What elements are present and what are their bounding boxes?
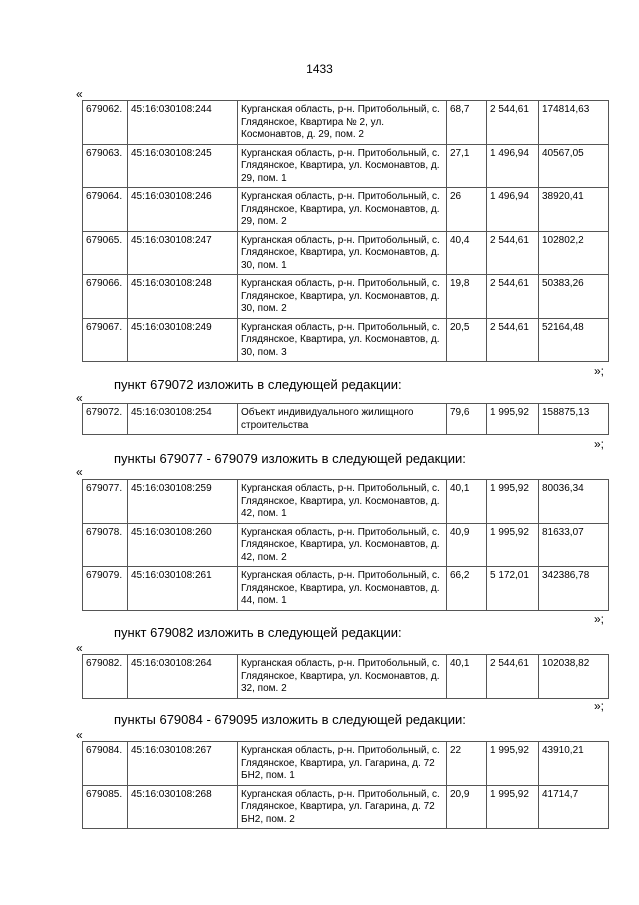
unit-value-cell: 1 496,94 xyxy=(487,144,539,188)
unit-value-cell: 1 995,92 xyxy=(487,480,539,524)
row-number-cell: 679066. xyxy=(83,275,128,319)
section-heading: пункты 679084 - 679095 изложить в следующей редакции: xyxy=(114,712,466,727)
address-cell: Курганская область, р-н. Притобольный, с. Глядянское, Квартира, ул. Космонавтов, д. 44, пом. 1 xyxy=(238,567,447,611)
cadastral-value-cell: 342386,78 xyxy=(539,567,609,611)
property-table xyxy=(82,403,609,435)
table-row xyxy=(83,480,609,524)
section-heading: пункт 679072 изложить в следующей редакции: xyxy=(114,377,402,392)
cadastral-value-cell: 80036,34 xyxy=(539,480,609,524)
close-quote: »; xyxy=(594,364,605,378)
area-cell: 40,1 xyxy=(447,655,487,699)
cadastral-number-cell: 45:16:030108:245 xyxy=(128,144,238,188)
page-number: 1433 xyxy=(306,62,333,76)
area-cell: 27,1 xyxy=(447,144,487,188)
address-cell: Курганская область, р-н. Притобольный, с. Глядянское, Квартира, ул. Космонавтов, д. 42, пом. 2 xyxy=(238,523,447,567)
table-row xyxy=(83,101,609,145)
open-quote: « xyxy=(76,87,83,101)
address-cell: Курганская область, р-н. Притобольный, с. Глядянское, Квартира, ул. Гагарина, д. 72 БН2, пом. 2 xyxy=(238,785,447,829)
cadastral-value-cell: 52164,48 xyxy=(539,318,609,362)
section-heading: пункт 679082 изложить в следующей редакции: xyxy=(114,625,402,640)
address-cell: Курганская область, р-н. Притобольный, с. Глядянское, Квартира, ул. Космонавтов, д. 29, пом. 1 xyxy=(238,144,447,188)
address-cell: Курганская область, р-н. Притобольный, с. Глядянское, Квартира, ул. Космонавтов, д. 42, пом. 1 xyxy=(238,480,447,524)
property-table xyxy=(82,654,609,699)
table-row xyxy=(83,523,609,567)
open-quote: « xyxy=(76,391,83,405)
cadastral-value-cell: 81633,07 xyxy=(539,523,609,567)
row-number-cell: 679079. xyxy=(83,567,128,611)
cadastral-value-cell: 174814,63 xyxy=(539,101,609,145)
open-quote: « xyxy=(76,641,83,655)
table-row xyxy=(83,231,609,275)
row-number-cell: 679082. xyxy=(83,655,128,699)
table-row xyxy=(83,318,609,362)
cadastral-value-cell: 43910,21 xyxy=(539,742,609,786)
area-cell: 68,7 xyxy=(447,101,487,145)
unit-value-cell: 2 544,61 xyxy=(487,101,539,145)
unit-value-cell: 5 172,01 xyxy=(487,567,539,611)
unit-value-cell: 2 544,61 xyxy=(487,318,539,362)
area-cell: 19,8 xyxy=(447,275,487,319)
cadastral-number-cell: 45:16:030108:259 xyxy=(128,480,238,524)
close-quote: »; xyxy=(594,699,605,713)
table-row xyxy=(83,567,609,611)
row-number-cell: 679063. xyxy=(83,144,128,188)
cadastral-number-cell: 45:16:030108:267 xyxy=(128,742,238,786)
unit-value-cell: 1 995,92 xyxy=(487,404,539,435)
cadastral-value-cell: 50383,26 xyxy=(539,275,609,319)
unit-value-cell: 1 496,94 xyxy=(487,188,539,232)
cadastral-value-cell: 102038,82 xyxy=(539,655,609,699)
cadastral-number-cell: 45:16:030108:254 xyxy=(128,404,238,435)
area-cell: 20,5 xyxy=(447,318,487,362)
address-cell: Курганская область, р-н. Притобольный, с. Глядянское, Квартира № 2, ул. Космонавтов, д. 29, пом. 2 xyxy=(238,101,447,145)
address-cell: Курганская область, р-н. Притобольный, с. Глядянское, Квартира, ул. Космонавтов, д. 29, пом. 2 xyxy=(238,188,447,232)
table-row xyxy=(83,655,609,699)
unit-value-cell: 1 995,92 xyxy=(487,742,539,786)
area-cell: 40,4 xyxy=(447,231,487,275)
cadastral-number-cell: 45:16:030108:249 xyxy=(128,318,238,362)
cadastral-number-cell: 45:16:030108:261 xyxy=(128,567,238,611)
row-number-cell: 679064. xyxy=(83,188,128,232)
row-number-cell: 679062. xyxy=(83,101,128,145)
area-cell: 66,2 xyxy=(447,567,487,611)
address-cell: Курганская область, р-н. Притобольный, с. Глядянское, Квартира, ул. Космонавтов, д. 30, пом. 1 xyxy=(238,231,447,275)
cadastral-number-cell: 45:16:030108:244 xyxy=(128,101,238,145)
cadastral-number-cell: 45:16:030108:246 xyxy=(128,188,238,232)
open-quote: « xyxy=(76,728,83,742)
close-quote: »; xyxy=(594,612,605,626)
area-cell: 40,1 xyxy=(447,480,487,524)
table-row xyxy=(83,188,609,232)
row-number-cell: 679072. xyxy=(83,404,128,435)
unit-value-cell: 1 995,92 xyxy=(487,523,539,567)
table-row xyxy=(83,275,609,319)
cadastral-number-cell: 45:16:030108:260 xyxy=(128,523,238,567)
unit-value-cell: 2 544,61 xyxy=(487,231,539,275)
close-quote: »; xyxy=(594,437,605,451)
address-cell: Курганская область, р-н. Притобольный, с. Глядянское, Квартира, ул. Гагарина, д. 72 БН2, пом. 1 xyxy=(238,742,447,786)
cadastral-number-cell: 45:16:030108:247 xyxy=(128,231,238,275)
cadastral-value-cell: 158875,13 xyxy=(539,404,609,435)
table-row xyxy=(83,742,609,786)
row-number-cell: 679078. xyxy=(83,523,128,567)
cadastral-value-cell: 40567,05 xyxy=(539,144,609,188)
open-quote: « xyxy=(76,465,83,479)
cadastral-value-cell: 41714,7 xyxy=(539,785,609,829)
property-table xyxy=(82,479,609,611)
row-number-cell: 679084. xyxy=(83,742,128,786)
table-row xyxy=(83,785,609,829)
property-table xyxy=(82,741,609,829)
cadastral-number-cell: 45:16:030108:248 xyxy=(128,275,238,319)
table-row xyxy=(83,144,609,188)
area-cell: 79,6 xyxy=(447,404,487,435)
area-cell: 26 xyxy=(447,188,487,232)
unit-value-cell: 1 995,92 xyxy=(487,785,539,829)
row-number-cell: 679085. xyxy=(83,785,128,829)
property-table xyxy=(82,100,609,362)
address-cell: Объект индивидуального жилищного строительства xyxy=(238,404,447,435)
cadastral-number-cell: 45:16:030108:264 xyxy=(128,655,238,699)
unit-value-cell: 2 544,61 xyxy=(487,275,539,319)
address-cell: Курганская область, р-н. Притобольный, с. Глядянское, Квартира, ул. Космонавтов, д. 30, пом. 3 xyxy=(238,318,447,362)
row-number-cell: 679067. xyxy=(83,318,128,362)
unit-value-cell: 2 544,61 xyxy=(487,655,539,699)
address-cell: Курганская область, р-н. Притобольный, с. Глядянское, Квартира, ул. Космонавтов, д. 32, пом. 2 xyxy=(238,655,447,699)
cadastral-number-cell: 45:16:030108:268 xyxy=(128,785,238,829)
section-heading: пункты 679077 - 679079 изложить в следующей редакции: xyxy=(114,451,466,466)
cadastral-value-cell: 38920,41 xyxy=(539,188,609,232)
table-row xyxy=(83,404,609,435)
row-number-cell: 679077. xyxy=(83,480,128,524)
row-number-cell: 679065. xyxy=(83,231,128,275)
cadastral-value-cell: 102802,2 xyxy=(539,231,609,275)
area-cell: 22 xyxy=(447,742,487,786)
address-cell: Курганская область, р-н. Притобольный, с. Глядянское, Квартира, ул. Космонавтов, д. 30, пом. 2 xyxy=(238,275,447,319)
area-cell: 40,9 xyxy=(447,523,487,567)
area-cell: 20,9 xyxy=(447,785,487,829)
